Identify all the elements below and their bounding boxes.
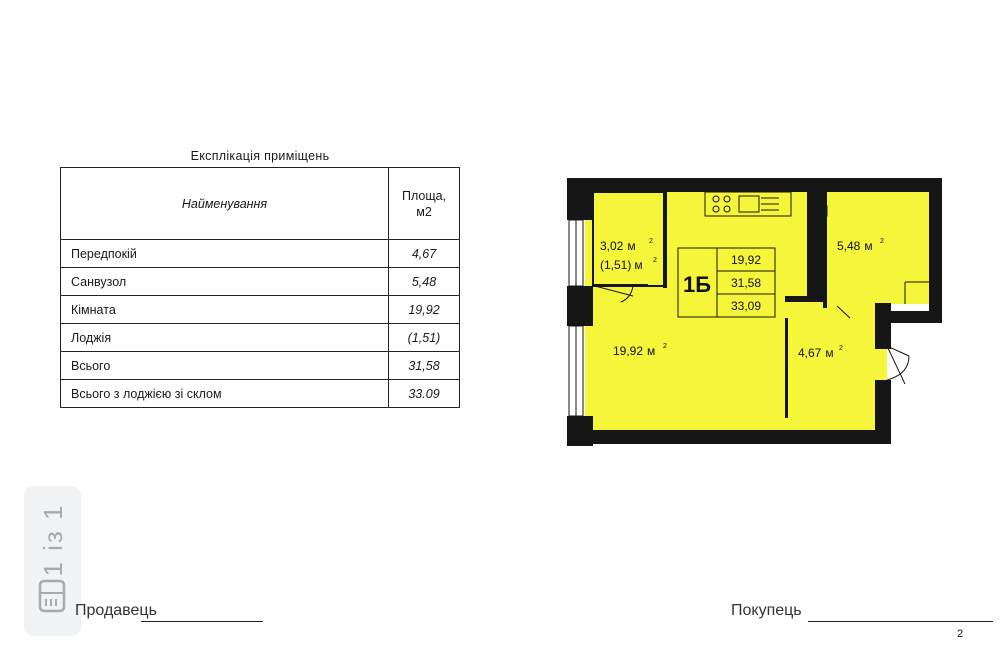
svg-text:2: 2 bbox=[839, 345, 843, 352]
table-header-row bbox=[61, 168, 460, 240]
row-name: Всього з лоджією зі склом bbox=[61, 380, 389, 408]
svg-text:4,67м: 4,67 м bbox=[798, 346, 834, 360]
seller-label: Продавець bbox=[75, 602, 157, 619]
unit-value-2: 31,58 bbox=[730, 276, 762, 290]
row-name: Кімната bbox=[61, 296, 389, 324]
table-row bbox=[61, 296, 460, 324]
header-area-line1: Площа, bbox=[401, 188, 447, 203]
row-name: Всього bbox=[61, 352, 389, 380]
row-name: Лоджія bbox=[61, 324, 389, 352]
tablet-icon bbox=[38, 579, 66, 613]
svg-text:2: 2 bbox=[649, 238, 653, 245]
header-area-line2: м2 bbox=[416, 204, 432, 219]
explication-table bbox=[60, 167, 460, 408]
header-name: Найменування bbox=[61, 168, 389, 240]
unit-label: 1Б bbox=[682, 272, 712, 297]
row-name: Передпокій bbox=[61, 240, 389, 268]
buyer-signature-line bbox=[808, 621, 993, 622]
row-area: 5,48 bbox=[389, 268, 460, 296]
header-area bbox=[389, 168, 460, 240]
hall-extension-fill bbox=[787, 303, 887, 434]
row-area: 4,67 bbox=[389, 240, 460, 268]
table-row bbox=[61, 324, 460, 352]
svg-text:3,02м: 3,02 м bbox=[600, 239, 636, 253]
row-area: 19,92 bbox=[389, 296, 460, 324]
svg-text:5,48м: 5,48 м bbox=[837, 239, 873, 253]
svg-text:19,92м: 19,92 м bbox=[613, 344, 656, 358]
svg-text:2: 2 bbox=[663, 343, 667, 350]
row-area: (1,51) bbox=[389, 324, 460, 352]
table-row bbox=[61, 268, 460, 296]
row-area: 33.09 bbox=[389, 380, 460, 408]
seller-signature-line bbox=[141, 621, 263, 622]
table-row bbox=[61, 380, 460, 408]
unit-value-3: 33,09 bbox=[730, 299, 762, 313]
floor-plan bbox=[565, 178, 943, 446]
row-name: Санвузол bbox=[61, 268, 389, 296]
unit-value-1: 19,92 bbox=[730, 253, 762, 267]
page-number: 2 bbox=[957, 628, 964, 640]
svg-text:2: 2 bbox=[880, 238, 884, 245]
buyer-label: Покупець bbox=[731, 602, 802, 619]
row-area: 31,58 bbox=[389, 352, 460, 380]
table-row bbox=[61, 352, 460, 380]
svg-text:(1,51)м: (1,51) м bbox=[600, 258, 643, 272]
table-row bbox=[61, 240, 460, 268]
svg-text:2: 2 bbox=[653, 257, 657, 264]
table-title: Експлікація приміщень bbox=[190, 149, 330, 163]
page-indicator: 1 із 1 bbox=[38, 503, 68, 577]
